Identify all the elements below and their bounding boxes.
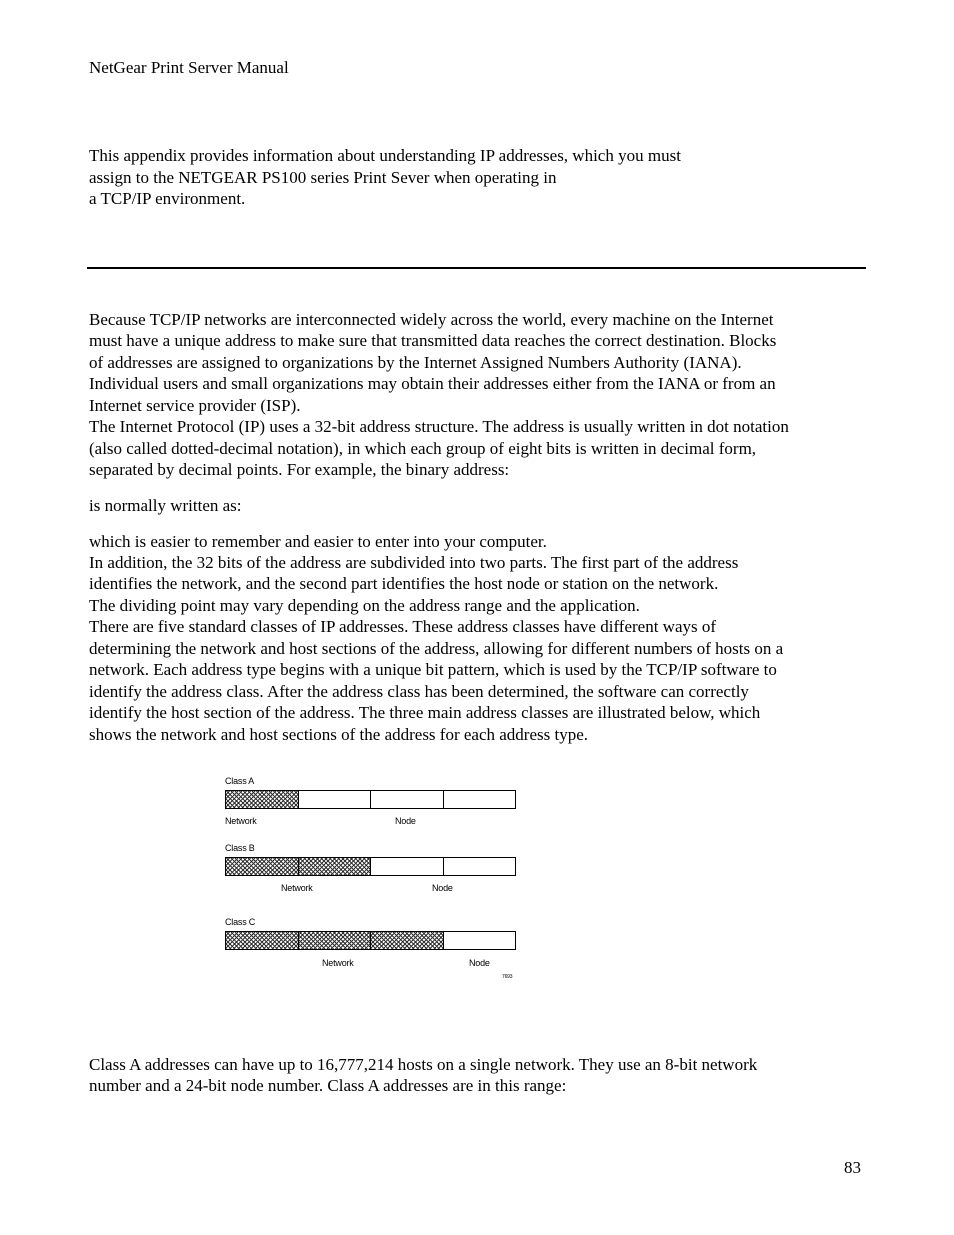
text-line: (also called dotted-decimal notation), in which each group of eight bits is written in decimal form, (89, 439, 757, 458)
class-b-address-bar (225, 857, 516, 876)
node-octet (299, 791, 372, 808)
network-octet (226, 858, 299, 875)
network-octet (226, 791, 299, 808)
text-line: determining the network and host sections of the address, allowing for different numbers of hosts on a (89, 639, 784, 658)
text-line: identifies the network, and the second part identifies the host node or station on the network. (89, 574, 719, 593)
text-line: The dividing point may vary depending on the address range and the application. (89, 596, 640, 615)
text-line: This appendix provides information about understanding IP addresses, which you must (89, 146, 681, 165)
class-b-network-label: Network (281, 883, 313, 893)
class-a-node-label: Node (395, 816, 416, 826)
text-line: Individual users and small organizations may obtain their addresses either from the IANA or from an (89, 374, 776, 393)
network-octet (299, 858, 372, 875)
page-number: 83 (844, 1158, 861, 1177)
class-c-address-bar (225, 931, 516, 950)
class-a-network-label: Network (225, 816, 257, 826)
text-line: of addresses are assigned to organizations by the Internet Assigned Numbers Authority (IANA). (89, 353, 742, 372)
class-c-node-label: Node (469, 958, 490, 968)
network-octet (226, 932, 299, 949)
body-paragraph-2: is normally written as: (89, 496, 242, 515)
text-line: Internet service provider (ISP). (89, 396, 301, 415)
text-line: assign to the NETGEAR PS100 series Print Sever when operating in (89, 168, 557, 187)
network-octet (371, 932, 444, 949)
node-octet (444, 858, 516, 875)
class-a-address-bar (225, 790, 516, 809)
network-octet (299, 932, 372, 949)
header-title: NetGear Print Server Manual (89, 58, 289, 77)
text-line: In addition, the 32 bits of the address are subdivided into two parts. The first part of the address (89, 553, 739, 572)
figure-code: 7693 (502, 974, 513, 980)
text-line: separated by decimal points. For example, the binary address: (89, 460, 510, 479)
text-line: Because TCP/IP networks are interconnected widely across the world, every machine on the Internet (89, 310, 774, 329)
text-line: The Internet Protocol (IP) uses a 32-bit address structure. The address is usually written in dot notation (89, 417, 789, 436)
text-line: must have a unique address to make sure that transmitted data reaches the correct destination. Blocks (89, 331, 777, 350)
text-line: identify the host section of the address. The three main address classes are illustrated below, which (89, 703, 761, 722)
text-line: There are five standard classes of IP addresses. These address classes have different ways of (89, 617, 717, 636)
text-line: identify the address class. After the address class has been determined, the software can correctly (89, 682, 749, 701)
class-b-node-label: Node (432, 883, 453, 893)
class-b-title: Class B (225, 843, 255, 853)
text-line: which is easier to remember and easier to enter into your computer. (89, 532, 547, 551)
node-octet (444, 932, 516, 949)
node-octet (444, 791, 516, 808)
ip-class-diagram (222, 774, 522, 988)
section-divider (87, 267, 866, 269)
class-a-title: Class A (225, 776, 255, 786)
text-line: network. Each address type begins with a unique bit pattern, which is used by the TCP/IP software to (89, 660, 777, 679)
class-c-title: Class C (225, 917, 256, 927)
node-octet (371, 858, 444, 875)
text-line: Class A addresses can have up to 16,777,214 hosts on a single network. They use an 8-bit network (89, 1055, 758, 1074)
class-c-network-label: Network (322, 958, 354, 968)
text-line: shows the network and host sections of the address for each address type. (89, 725, 589, 744)
text-line: a TCP/IP environment. (89, 189, 246, 208)
node-octet (371, 791, 444, 808)
text-line: number and a 24-bit node number. Class A addresses are in this range: (89, 1076, 567, 1095)
